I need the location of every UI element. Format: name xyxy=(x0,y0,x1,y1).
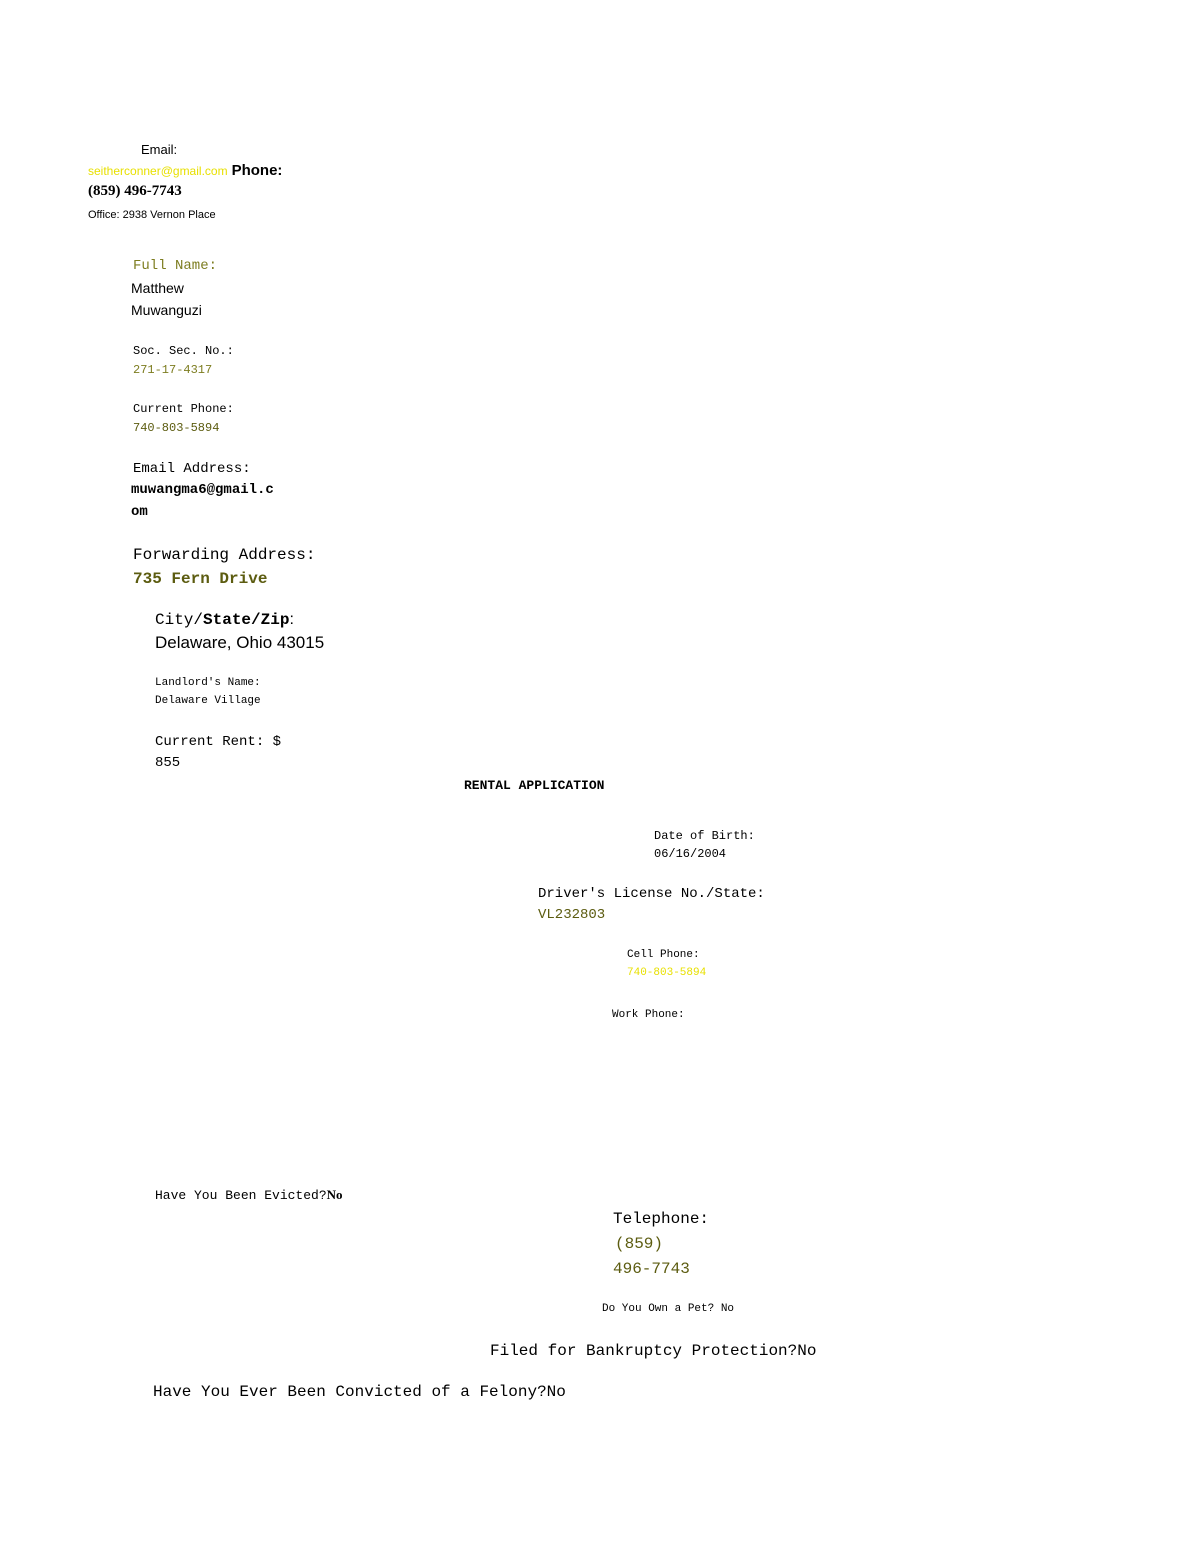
full-name-label: Full Name: xyxy=(133,258,218,274)
ssn-label: Soc. Sec. No.: xyxy=(133,344,234,358)
bankruptcy-value: No xyxy=(797,1342,817,1360)
dob-label: Date of Birth: xyxy=(654,829,755,843)
felony-value: No xyxy=(546,1383,566,1401)
pet-question xyxy=(602,1303,734,1315)
header-email-label: Email: xyxy=(141,142,178,157)
evicted-label: Have You Been Evicted? xyxy=(155,1188,327,1203)
forwarding-address-label: Forwarding Address: xyxy=(133,546,316,564)
pet-label: Do You Own a Pet? xyxy=(602,1303,715,1315)
landlord-label: Landlord's Name: xyxy=(155,677,261,689)
current-rent-label: Current Rent: $ xyxy=(155,734,282,750)
landlord-value: Delaware Village xyxy=(155,695,261,707)
dob-value: 06/16/2004 xyxy=(654,847,727,861)
bankruptcy-question xyxy=(490,1342,816,1360)
state-zip-label-part: State/Zip xyxy=(203,611,290,629)
pet-value: No xyxy=(720,1303,735,1315)
full-name-line1: Matthew xyxy=(131,280,184,296)
drivers-license-value: VL232803 xyxy=(538,907,606,923)
ssn-value: 271-17-4317 xyxy=(133,363,213,377)
email-address-line2: om xyxy=(131,504,148,520)
email-address-label: Email Address: xyxy=(133,461,251,477)
forwarding-address-value: 735 Fern Drive xyxy=(133,570,268,588)
page-title: RENTAL APPLICATION xyxy=(464,778,605,793)
telephone-line2: 496-7743 xyxy=(613,1260,690,1278)
cell-phone-value: 740-803-5894 xyxy=(627,967,707,979)
current-phone-label: Current Phone: xyxy=(133,402,234,416)
city-label-colon: : xyxy=(289,611,294,628)
header-email-phone-line xyxy=(88,162,282,180)
header-office: Office: 2938 Vernon Place xyxy=(88,209,216,221)
city-state-zip-label xyxy=(155,611,294,629)
evicted-question xyxy=(155,1187,343,1203)
evicted-value: No xyxy=(326,1187,343,1202)
full-name-line2: Muwanguzi xyxy=(131,302,202,318)
header-email-value[interactable]: seitherconner@gmail.com xyxy=(88,164,228,178)
felony-label: Have You Ever Been Convicted of a Felony? xyxy=(153,1383,547,1401)
felony-question xyxy=(153,1383,566,1401)
header-phone-value: (859) 496-7743 xyxy=(88,183,182,199)
telephone-label: Telephone: xyxy=(613,1210,710,1228)
current-rent-value: 855 xyxy=(155,755,181,771)
drivers-license-label: Driver's License No./State: xyxy=(538,886,765,902)
work-phone-label: Work Phone: xyxy=(612,1009,685,1021)
current-phone-value: 740-803-5894 xyxy=(133,421,220,435)
email-address-line1: muwangma6@gmail.c xyxy=(131,482,274,498)
bankruptcy-label: Filed for Bankruptcy Protection? xyxy=(490,1342,798,1360)
cell-phone-label: Cell Phone: xyxy=(627,949,700,961)
header-phone-label: Phone: xyxy=(231,162,283,179)
city-label-part: City/ xyxy=(155,611,204,629)
telephone-line1: (859) xyxy=(615,1235,664,1253)
city-state-zip-value: Delaware, Ohio 43015 xyxy=(155,633,325,652)
